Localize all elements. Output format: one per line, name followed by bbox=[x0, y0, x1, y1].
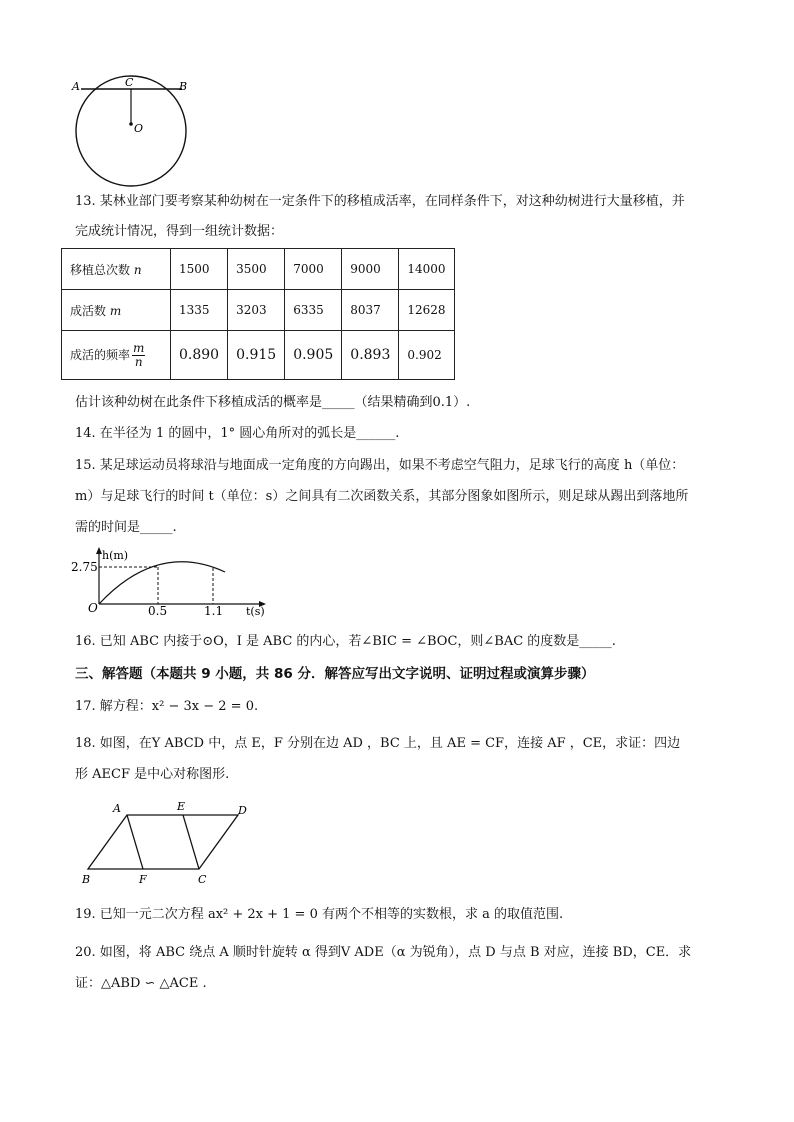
table-cell: 3500 bbox=[228, 249, 285, 290]
table-cell: 12628 bbox=[399, 290, 454, 331]
statistics-table bbox=[61, 248, 455, 380]
q20-line1: 20. 如图，将 ABC 绕点 A 顺时针旋转 α 得到V ADE（α 为锐角），点 D 与点 B 对应，连接 BD，CE．求 bbox=[75, 945, 692, 960]
label-o: O bbox=[134, 122, 144, 135]
label-c: C bbox=[125, 76, 134, 89]
label-e: E bbox=[177, 800, 186, 813]
q14-text: 14. 在半径为 1 的圆中，1° 圆心角所对的弧长是______. bbox=[75, 426, 400, 441]
table-cell: 0.905 bbox=[285, 331, 342, 380]
table-cell: 9000 bbox=[342, 249, 399, 290]
x-axis-label: t(s) bbox=[246, 605, 265, 618]
table-cell: 6335 bbox=[285, 290, 342, 331]
table-cell: 8037 bbox=[342, 290, 399, 331]
y-axis-label: h(m) bbox=[102, 549, 129, 562]
table-row bbox=[62, 249, 455, 290]
table-cell: 0.902 bbox=[399, 331, 454, 380]
height-time-graph bbox=[70, 545, 275, 620]
label-a: A bbox=[113, 802, 121, 815]
table-cell: 14000 bbox=[399, 249, 454, 290]
table-cell: 1335 bbox=[171, 290, 228, 331]
x-tick-label-2: 1.1 bbox=[204, 604, 224, 618]
table-cell: 7000 bbox=[285, 249, 342, 290]
table-cell: 0.893 bbox=[342, 331, 399, 380]
q18-line1: 18. 如图，在Y ABCD 中，点 E，F 分别在边 AD ，BC 上，且 AE = CF，连接 AF ，CE，求证：四边 bbox=[75, 736, 681, 751]
label-b: B bbox=[179, 80, 188, 93]
q20-line2: 证：△ABD ∽ △ACE . bbox=[75, 976, 207, 991]
table-header-cell: 成活的频率 $\frac{m}{n}$ bbox=[62, 331, 171, 380]
q16-text: 16. 已知 ABC 内接于⊙O，I 是 ABC 的内心，若∠BIC = ∠BOC，则∠BAC 的度数是_____. bbox=[75, 634, 616, 649]
circle-figure bbox=[66, 72, 196, 187]
x-tick-label-1: 0.5 bbox=[148, 604, 168, 618]
section-heading: 三、解答题（本题共 9 小题，共 86 分．解答应写出文字说明、证明过程或演算步骤） bbox=[75, 666, 595, 682]
label-c: C bbox=[198, 873, 207, 886]
table-header-cell: 移植总次数 n bbox=[62, 249, 171, 290]
table-row bbox=[62, 290, 455, 331]
table-cell: 0.890 bbox=[171, 331, 228, 380]
q13-line3: 估计该种幼树在此条件下移植成活的概率是_____（结果精确到0.1）. bbox=[75, 395, 471, 410]
origin-label: O bbox=[88, 601, 98, 615]
q15-line1: 15. 某足球运动员将球沿与地面成一定角度的方向踢出，如果不考虑空气阻力，足球飞行的高度 h（单位： bbox=[75, 458, 685, 473]
label-d: D bbox=[238, 804, 247, 817]
y-tick-label: 2.75 bbox=[71, 560, 98, 574]
table-cell: 1500 bbox=[171, 249, 228, 290]
q19-text: 19. 已知一元二次方程 ax² + 2x + 1 = 0 有两个不相等的实数根，求 a 的取值范围. bbox=[75, 907, 564, 922]
fraction-m-over-n: $\frac{m}{n}$ bbox=[133, 340, 145, 369]
parallelogram-figure bbox=[75, 797, 255, 890]
q13-line1: 13. 某林业部门要考察某种幼树在一定条件下的移植成活率，在同样条件下，对这种幼树进行大量移植，并 bbox=[75, 194, 685, 209]
label-a: A bbox=[72, 80, 80, 93]
table-row bbox=[62, 331, 455, 380]
q17-text: 17. 解方程：x² − 3x − 2 = 0. bbox=[75, 699, 259, 714]
table-header-cell: 成活数 m bbox=[62, 290, 171, 331]
label-b: B bbox=[82, 873, 91, 886]
q13-line2: 完成统计情况，得到一组统计数据： bbox=[75, 224, 284, 239]
table-cell: 3203 bbox=[228, 290, 285, 331]
label-f: F bbox=[139, 873, 147, 886]
q15-line3: 需的时间是_____. bbox=[75, 520, 177, 535]
q15-line2: m）与足球飞行的时间 t（单位：s）之间具有二次函数关系，其部分图象如图所示，则足球从踢出到落地所 bbox=[75, 489, 689, 504]
table-cell: 0.915 bbox=[228, 331, 285, 380]
q18-line2: 形 AECF 是中心对称图形. bbox=[75, 767, 230, 782]
